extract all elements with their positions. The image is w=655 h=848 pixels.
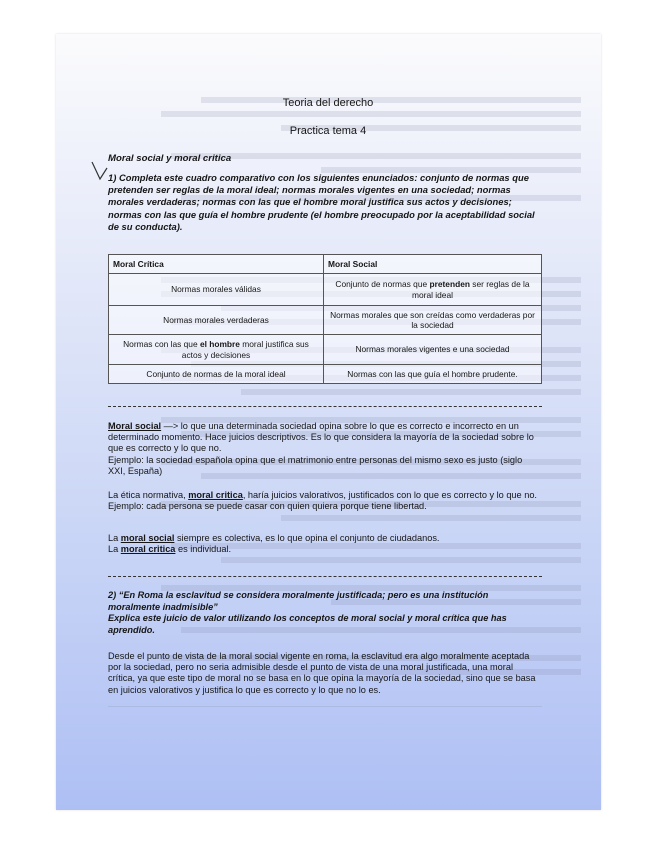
term-moral-social: moral social xyxy=(120,533,175,543)
question-2-instruction: Explica este juicio de valor utilizando los conceptos de moral social y moral crítica que has aprendido. xyxy=(108,613,507,635)
table-row xyxy=(109,306,542,335)
term-moral-critica: moral critica xyxy=(188,490,243,500)
paragraph-text: siempre es colectiva, es lo que opina el conjunto de ciudadanos. xyxy=(174,533,440,543)
paragraph-text: La ética normativa, xyxy=(108,490,189,500)
table-cell: Normas morales vigentes e una sociedad xyxy=(324,335,542,365)
table-row xyxy=(109,365,542,384)
table-cell: Normas morales que son creídas como verdaderas por la sociedad xyxy=(324,306,542,335)
table-header-row xyxy=(109,255,542,274)
paragraph-text: —> lo que una determinada sociedad opina sobre lo que es correcto e incorrecto en un determinado momento. Hace juicios descriptivos. Es lo que considera la mayoría de la sociedad sobre lo que es correcto y lo que no. xyxy=(108,421,534,454)
table-cell: Normas morales válidas xyxy=(109,274,324,306)
section-heading: Moral social y moral critica xyxy=(108,153,232,164)
paragraph-text: , haría juicios valorativos, justificados con lo que es correcto y lo que no. xyxy=(242,490,537,500)
paragraph-text: La xyxy=(108,544,121,555)
table-cell: Normas morales verdaderas xyxy=(109,306,324,335)
question-2 xyxy=(108,590,540,636)
dashed-divider xyxy=(108,406,542,407)
question-2-statement: 2) “En Roma la esclavitud se considera moralmente justificada; pero es una institución moralmente inadmisible” xyxy=(108,590,489,612)
cell-bold-text: pretenden xyxy=(429,279,470,290)
term-moral-social: Moral social xyxy=(108,421,162,431)
table-cell xyxy=(109,335,324,365)
header-moral-social: Moral Social xyxy=(324,255,542,274)
cell-text: ser reglas de la moral ideal xyxy=(412,279,530,300)
cell-text: Normas con las que xyxy=(123,339,200,350)
question-1: 1) Completa este cuadro comparativo con los siguientes enunciados: conjunto de normas que pretenden ser reglas de la moral ideal; normas morales vigentes en una sociedad; normas morales verdaderas; normas con las que el hombre moral justifica sus actos y decisiones; normas con las que guía el hombre prudente (el hombre preocupado por la aceptabilidad social de su conducta). xyxy=(108,172,535,232)
document-title: Teoria del derecho xyxy=(282,97,374,109)
cell-text: moral justifica sus actos y decisiones xyxy=(181,339,309,360)
example-text: Ejemplo: la sociedad española opina que el matrimonio entre personas del mismo sexo es justo (siglo XXI, España) xyxy=(108,454,523,476)
term-moral-critica: moral critica xyxy=(120,544,176,555)
table-row xyxy=(109,274,542,306)
paragraph-text: La xyxy=(108,533,121,543)
cell-text: Conjunto de normas que xyxy=(335,279,430,290)
table-row xyxy=(109,335,542,365)
header-moral-critica: Moral Crítica xyxy=(109,255,324,274)
cell-bold-text: el hombre xyxy=(199,339,240,350)
paragraph-text: es individual. xyxy=(175,544,232,555)
table-cell: Normas con las que guía el hombre prudente. xyxy=(324,365,542,384)
table-cell xyxy=(324,274,542,306)
document-page xyxy=(56,34,601,810)
dashed-divider xyxy=(108,576,542,577)
table-cell: Conjunto de normas de la moral ideal xyxy=(109,365,324,384)
comparison-table xyxy=(108,254,542,384)
answer-2: Desde el punto de vista de la moral social vigente en roma, la esclavitud era algo moralmente aceptada por la sociedad, pero no seria admisible desde el punto de vista de una moral justificada, una moral crítica, ya que este tipo de moral no se basa en lo que opina la mayoría de la sociedad, sino que se basa en juicios valorativos y justifica lo que es correcto y lo que no lo es. xyxy=(108,651,536,695)
moral-critica-paragraph xyxy=(108,490,540,512)
summary-paragraph xyxy=(108,533,540,555)
divider-line xyxy=(108,706,542,707)
moral-social-paragraph xyxy=(108,421,540,477)
document-subtitle: Practica tema 4 xyxy=(289,125,367,137)
handwritten-check-icon xyxy=(90,160,110,182)
example-text: Ejemplo: cada persona se puede casar con quien quiera porque tiene libertad. xyxy=(108,501,427,512)
